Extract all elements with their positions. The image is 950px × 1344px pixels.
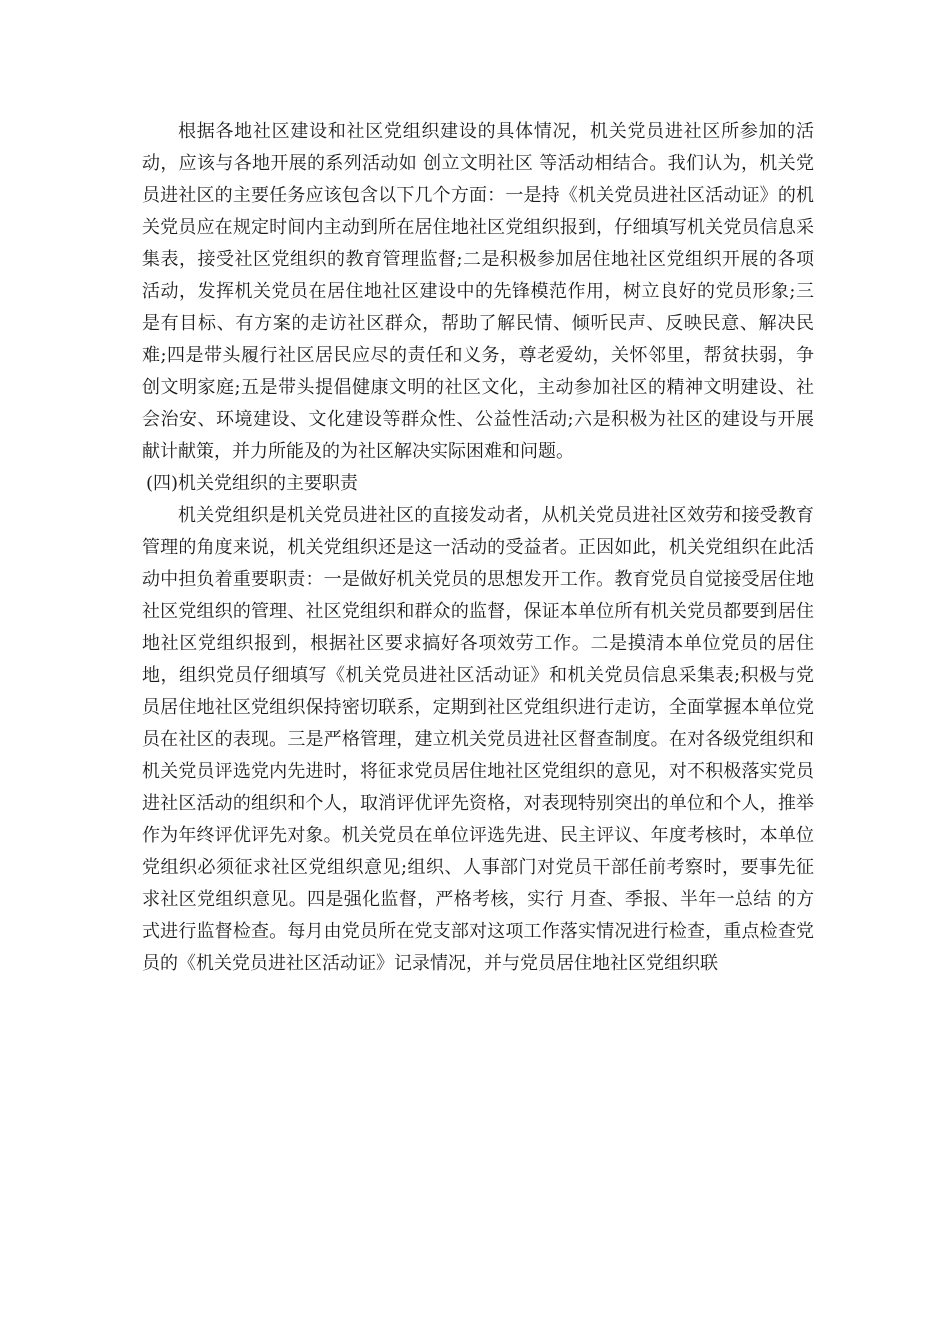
body-paragraph-tasks: 根据各地社区建设和社区党组织建设的具体情况，机关党员进社区所参加的活动，应该与各地开展的系列活动如 创立文明社区 等活动相结合。我们认为，机关党员进社区的主要任务应该包含以下几个方面：一是持《机关党员进社区活动证》的机关党员应在规定时间内主动到所在居住地社区党组织报到，仔细填写机关党员信息采集表，接受社区党组织的教育管理监督;二是积极参加居住地社区党组织开展的各项活动，发挥机关党员在居住地社区建设中的先锋模范作用，树立良好的党员形象;三是有目标、有方案的走访社区群众，帮助了解民情、倾听民声、反映民意、解决民难;四是带头履行社区居民应尽的责任和义务，尊老爱幼，关怀邻里，帮贫扶弱，争创文明家庭;五是带头提倡健康文明的社区文化，主动参加社区的精神文明建设、社会治安、环境建设、文化建设等群众性、公益性活动;六是积极为社区的建设与开展献计献策，并力所能及的为社区解决实际困难和问题。 [142,121,814,462]
section-heading: (四)机关党组织的主要职责 [146,473,359,494]
body-paragraph-duties: 机关党组织是机关党员进社区的直接发动者，从机关党员进社区效劳和接受教育管理的角度来说，机关党组织还是这一活动的受益者。正因如此，机关党组织在此活动中担负着重要职责：一是做好机关党员的思想发开工作。教育党员自觉接受居住地社区党组织的管理、社区党组织和群众的监督，保证本单位所有机关党员都要到居住地社区党组织报到，根据社区要求搞好各项效劳工作。二是摸清本单位党员的居住地，组织党员仔细填写《机关党员进社区活动证》和机关党员信息采集表;积极与党员居住地社区党组织保持密切联系，定期到社区党组织进行走访，全面掌握本单位党员在社区的表现。三是严格管理，建立机关党员进社区督查制度。在对各级党组织和机关党员评选党内先进时，将征求党员居住地社区党组织的意见，对不积极落实党员进社区活动的组织和个人，取消评优评先资格，对表现特别突出的单位和个人，推举作为年终评优评先对象。机关党员在单位评选先进、民主评议、年度考核时，本单位党组织必须征求社区党组织意见;组织、人事部门对党员干部任前考察时，要事先征求社区党组织意见。四是强化监督，严格考核，实行 月查、季报、半年一总结 的方式进行监督检查。每月由党员所在党支部对这项工作落实情况进行检查，重点检查党员的《机关党员进社区活动证》记录情况，并与党员居住地社区党组织联 [142,505,814,974]
document-page [142,116,814,980]
